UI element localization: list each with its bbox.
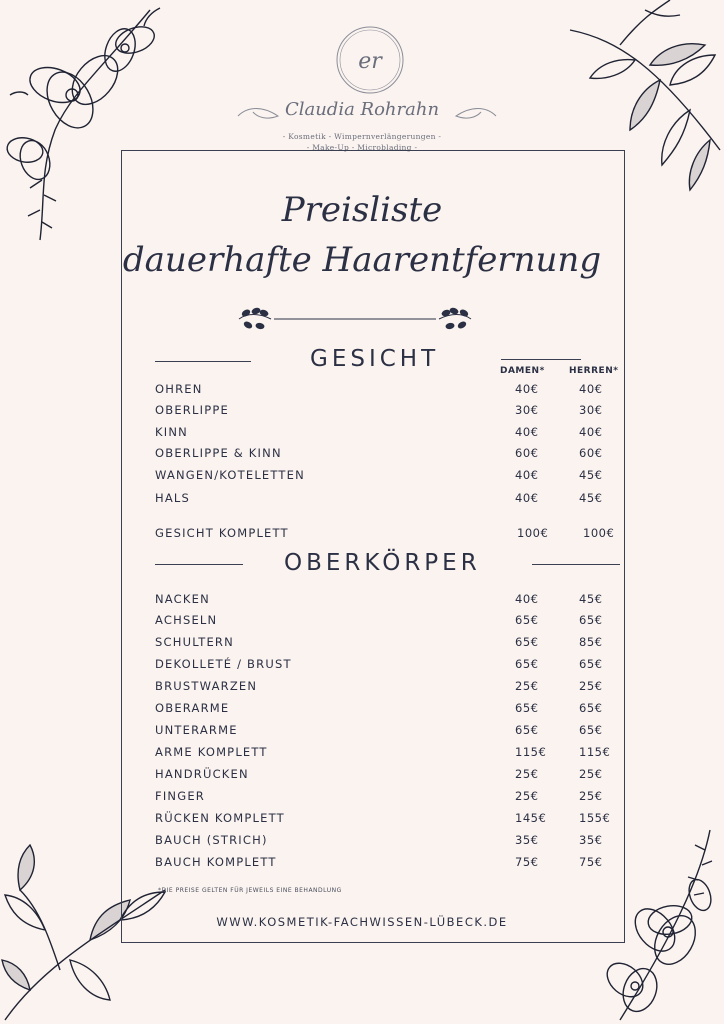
price-herren: 35€ — [579, 833, 603, 847]
price-row — [155, 613, 625, 631]
column-header-herren: HERREN* — [569, 366, 619, 376]
treatment-name: FINGER — [155, 789, 205, 803]
treatment-name: HANDRÜCKEN — [155, 767, 249, 781]
section-title-gesicht: GESICHT — [310, 346, 440, 372]
treatment-name: ARME KOMPLETT — [155, 745, 268, 759]
price-herren: 45€ — [579, 491, 603, 505]
treatment-name: KINN — [155, 425, 188, 439]
price-damen: 65€ — [515, 657, 539, 671]
price-row-gesicht-komplett — [155, 526, 625, 544]
price-row — [155, 855, 625, 873]
price-herren: 45€ — [579, 468, 603, 482]
price-herren: 85€ — [579, 635, 603, 649]
treatment-name: OHREN — [155, 382, 203, 396]
price-herren: 40€ — [579, 382, 603, 396]
treatment-name: SCHULTERN — [155, 635, 234, 649]
price-damen: 40€ — [515, 425, 539, 439]
divider-right — [532, 564, 620, 565]
price-damen: 25€ — [515, 679, 539, 693]
title-ornament — [234, 304, 476, 334]
price-damen: 65€ — [515, 613, 539, 627]
price-row — [155, 403, 625, 421]
price-row — [155, 592, 625, 610]
brand-tagline-2: - Make-Up - Microblading - — [306, 143, 418, 152]
treatment-name: ACHSELN — [155, 613, 218, 627]
treatment-name: OBERLIPPE & KINN — [155, 446, 282, 460]
price-herren: 65€ — [579, 701, 603, 715]
treatment-name: BAUCH (STRICH) — [155, 833, 268, 847]
brand-name: Claudia Rohrahn — [284, 99, 440, 120]
price-row — [155, 723, 625, 741]
price-row — [155, 701, 625, 719]
price-herren: 115€ — [579, 745, 611, 759]
logo-monogram — [334, 24, 406, 96]
price-damen: 25€ — [515, 789, 539, 803]
price-herren: 60€ — [579, 446, 603, 460]
price-herren: 25€ — [579, 767, 603, 781]
price-damen: 40€ — [515, 491, 539, 505]
price-row — [155, 382, 625, 400]
price-damen: 30€ — [515, 403, 539, 417]
price-damen: 65€ — [515, 701, 539, 715]
divider-left — [155, 361, 251, 362]
price-row — [155, 833, 625, 851]
price-damen: 100€ — [517, 526, 549, 540]
brand-tagline-1: - Kosmetik - Wimpernverlängerungen - — [282, 132, 442, 141]
price-herren: 155€ — [579, 811, 611, 825]
divider-right — [501, 359, 581, 360]
price-row — [155, 635, 625, 653]
price-damen: 40€ — [515, 468, 539, 482]
price-row — [155, 425, 625, 443]
column-header-damen: DAMEN* — [500, 366, 545, 376]
treatment-name: HALS — [155, 491, 191, 505]
treatment-name: OBERARME — [155, 701, 230, 715]
price-herren: 30€ — [579, 403, 603, 417]
price-row — [155, 657, 625, 675]
treatment-name: RÜCKEN KOMPLETT — [155, 811, 285, 825]
website-link[interactable]: WWW.KOSMETIK-FACHWISSEN-LÜBECK.DE — [216, 915, 508, 929]
price-damen: 65€ — [515, 723, 539, 737]
price-herren: 25€ — [579, 789, 603, 803]
price-herren: 65€ — [579, 723, 603, 737]
treatment-name: BRUSTWARZEN — [155, 679, 258, 693]
title-line-2: dauerhafte Haarentfernung — [122, 240, 602, 280]
price-row — [155, 767, 625, 785]
price-row — [155, 468, 625, 486]
price-herren: 100€ — [583, 526, 615, 540]
treatment-name: GESICHT KOMPLETT — [155, 526, 289, 540]
price-herren: 25€ — [579, 679, 603, 693]
price-damen: 35€ — [515, 833, 539, 847]
treatment-name: OBERLIPPE — [155, 403, 229, 417]
price-row — [155, 491, 625, 509]
treatment-name: WANGEN/KOTELETTEN — [155, 468, 305, 482]
price-row — [155, 811, 625, 829]
section-title-oberkoerper: OBERKÖRPER — [284, 550, 481, 576]
price-damen: 40€ — [515, 382, 539, 396]
price-row — [155, 446, 625, 464]
treatment-name: NACKEN — [155, 592, 210, 606]
footnote: *DIE PREISE GELTEN FÜR JEWEILS EINE BEHANDLUNG — [158, 887, 342, 894]
price-row — [155, 745, 625, 763]
divider-left — [155, 564, 243, 565]
price-herren: 45€ — [579, 592, 603, 606]
treatment-name: UNTERARME — [155, 723, 238, 737]
price-damen: 65€ — [515, 635, 539, 649]
title-line-1: Preisliste — [281, 190, 443, 230]
price-herren: 75€ — [579, 855, 603, 869]
price-herren: 40€ — [579, 425, 603, 439]
price-herren: 65€ — [579, 657, 603, 671]
treatment-name: BAUCH KOMPLETT — [155, 855, 277, 869]
svg-text:er: er — [358, 49, 382, 74]
price-damen: 145€ — [515, 811, 547, 825]
price-damen: 115€ — [515, 745, 547, 759]
treatment-name: DEKOLLETÉ / BRUST — [155, 657, 292, 671]
price-damen: 60€ — [515, 446, 539, 460]
price-damen: 75€ — [515, 855, 539, 869]
price-herren: 65€ — [579, 613, 603, 627]
price-row — [155, 679, 625, 697]
price-damen: 25€ — [515, 767, 539, 781]
price-damen: 40€ — [515, 592, 539, 606]
price-row — [155, 789, 625, 807]
